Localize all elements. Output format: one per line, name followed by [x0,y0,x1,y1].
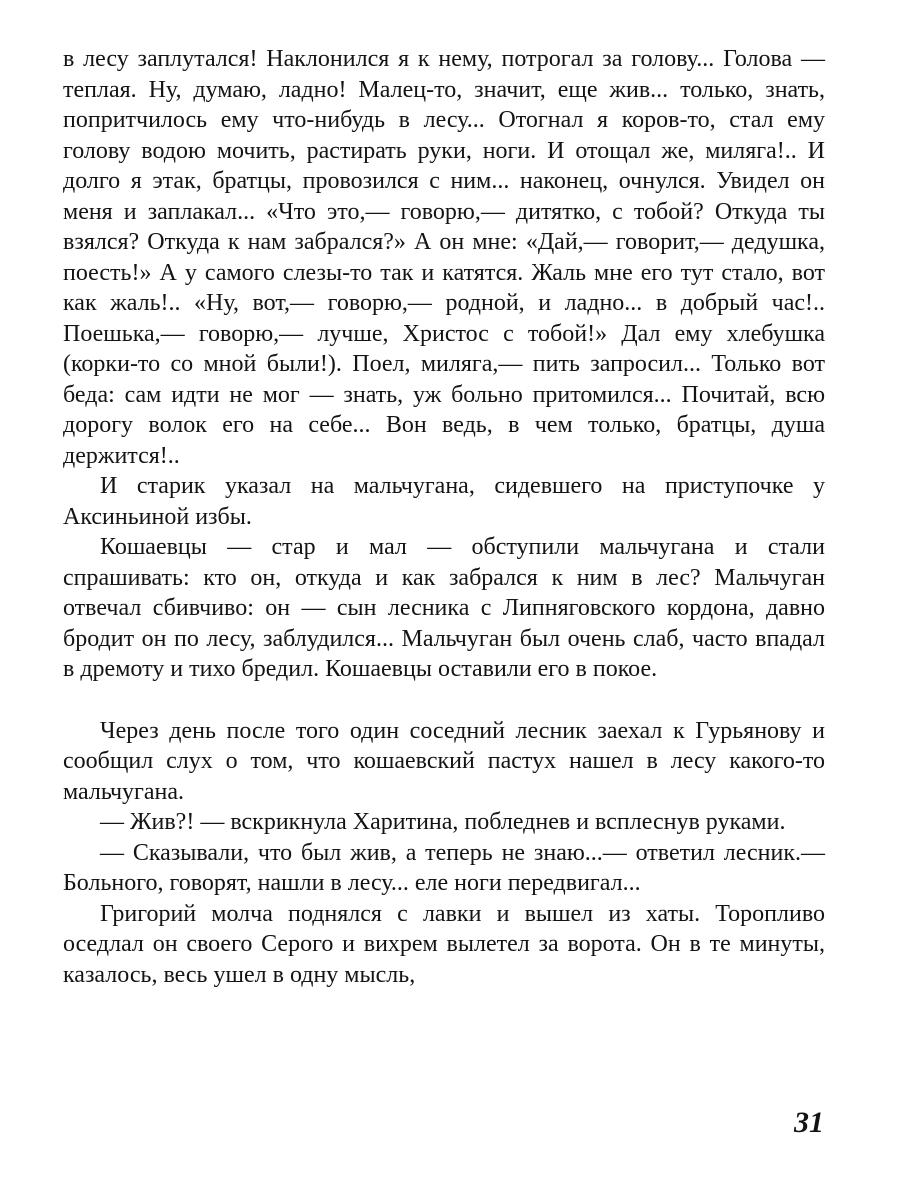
paragraph-1: в лесу заплутался! Наклонился я к нему, потрогал за голову... Голова — теплая. Ну, думаю, ладно! Малец-то, значит, еще жив... только, знать, попритчилось ему что-нибудь в лесу... Отогнал я коров-то, стал ему голову водою мочить, растирать руки, ноги. И отощал же, миляга!.. И долго я этак, братцы, провозился с ним... наконец, очнулся. Увидел он меня и заплакал... «Что это,— говорю,— дитятко, с тобой? Откуда ты взялся? Откуда к нам забрался?» А он мне: «Дай,— говорит,— дедушка, поесть!» А у самого слезы-то так и катятся. Жаль мне его тут стало, вот как жаль!.. «Ну, вот,— говорю,— родной, и ладно... в добрый час!.. Поешька,— говорю,— лучше, Христос с тобой!» Дал ему хлебушка (корки-то со мной были!). Поел, миляга,— пить запросил... Только вот беда: сам идти не мог — знать, уж больно притомился... Почитай, всю дорогу волок его на себе... Вон ведь, в чем только, братцы, душа держится!.. [63,46,825,469]
paragraph-3: Кошаевцы — стар и мал — обступили мальчугана и стали спрашивать: кто он, откуда и как забрался к ним в лес? Мальчуган отвечал сбивчиво: он — сын лесника с Липняговского кордона, давно бродит он по лесу, заблудился... Мальчуган был очень слаб, часто впадал в дремоту и тихо бредил. Кошаевцы оставили его в покое. [63,534,825,682]
section-break [63,685,825,716]
paragraph-4: Через день после того один соседний лесник заехал к Гурьянову и сообщил слух о том, что кошаевский пастух нашел в лесу какого-то мальчугана. [63,717,825,805]
paragraph-6: — Сказывали, что был жив, а теперь не знаю...— ответил лесник.— Больного, говорят, нашли в лесу... еле ноги передвигал... [63,839,825,896]
paragraph-7: Григорий молча поднялся с лавки и вышел из хаты. Торопливо оседлал он своего Серого и вихрем вылетел за ворота. Он в те минуты, казалось, весь ушел в одну мысль, [63,900,825,988]
page-text [63,44,825,990]
paragraph-2: И старик указал на мальчугана, сидевшего на приступочке у Аксиньиной избы. [63,473,825,530]
page-number: 31 [794,1106,824,1139]
paragraph-5: — Жив?! — вскрикнула Харитина, побледнев и всплеснув руками. [100,809,786,835]
